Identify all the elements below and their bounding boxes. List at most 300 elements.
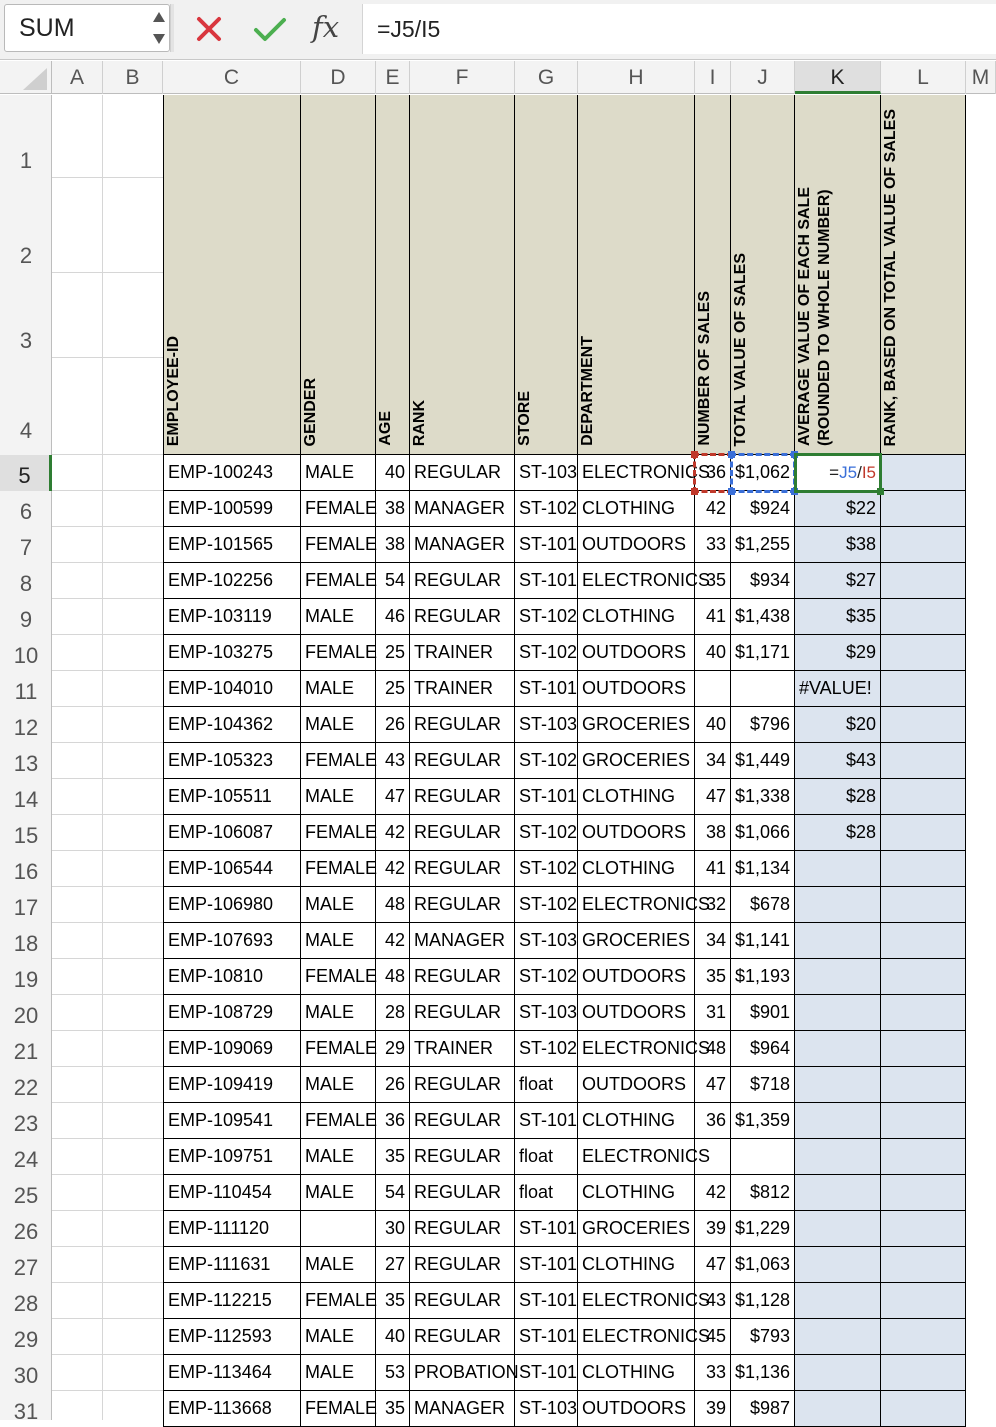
- cell-l6[interactable]: [881, 491, 966, 527]
- cell-g26[interactable]: ST-101: [515, 1211, 578, 1247]
- cell-l5[interactable]: [881, 455, 966, 491]
- enter-check-icon[interactable]: [252, 12, 288, 46]
- cell-i8[interactable]: 35: [695, 563, 731, 599]
- cell-d15[interactable]: FEMALE: [301, 815, 376, 851]
- cell-d14[interactable]: MALE: [301, 779, 376, 815]
- cell-h10[interactable]: OUTDOORS: [578, 635, 695, 671]
- row-header-6[interactable]: 6: [19, 499, 33, 524]
- select-all-corner[interactable]: [0, 61, 52, 94]
- cell-c9[interactable]: EMP-103119: [163, 599, 301, 635]
- cell-e10[interactable]: 25: [376, 635, 410, 671]
- header-cell-department[interactable]: [578, 95, 695, 455]
- cell-k18[interactable]: [795, 923, 881, 959]
- cell-i22[interactable]: 47: [695, 1067, 731, 1103]
- cell-i23[interactable]: 36: [695, 1103, 731, 1139]
- cell-l29[interactable]: [881, 1319, 966, 1355]
- cell-g17[interactable]: ST-102: [515, 887, 578, 923]
- header-cell-employee-id[interactable]: [163, 95, 301, 455]
- header-cell-num-sales[interactable]: [695, 95, 731, 455]
- cell-h30[interactable]: CLOTHING: [578, 1355, 695, 1391]
- column-header-d[interactable]: D: [301, 61, 376, 94]
- cell-k28[interactable]: [795, 1283, 881, 1319]
- cell-k9[interactable]: $35: [795, 599, 881, 635]
- cell-j13[interactable]: $1,449: [731, 743, 795, 779]
- cell-e14[interactable]: 47: [376, 779, 410, 815]
- column-header-i[interactable]: I: [695, 61, 731, 94]
- cell-h5[interactable]: ELECTRONICS: [578, 455, 695, 491]
- cell-k7[interactable]: $38: [795, 527, 881, 563]
- cell-d17[interactable]: MALE: [301, 887, 376, 923]
- row-header-12[interactable]: 12: [13, 715, 39, 740]
- cell-k19[interactable]: [795, 959, 881, 995]
- row-header-21[interactable]: 21: [13, 1039, 39, 1064]
- cell-l11[interactable]: [881, 671, 966, 707]
- cell-k10[interactable]: $29: [795, 635, 881, 671]
- cell-g30[interactable]: ST-101: [515, 1355, 578, 1391]
- cell-j17[interactable]: $678: [731, 887, 795, 923]
- cell-c31[interactable]: EMP-113668: [163, 1391, 301, 1427]
- cell-g21[interactable]: ST-102: [515, 1031, 578, 1067]
- row-header-2[interactable]: 2: [19, 243, 33, 268]
- cell-f31[interactable]: MANAGER: [410, 1391, 515, 1427]
- cell-d29[interactable]: MALE: [301, 1319, 376, 1355]
- cell-j23[interactable]: $1,359: [731, 1103, 795, 1139]
- row-header-15[interactable]: 15: [13, 823, 39, 848]
- cell-j6[interactable]: $924: [731, 491, 795, 527]
- cell-d23[interactable]: FEMALE: [301, 1103, 376, 1139]
- cell-g16[interactable]: ST-102: [515, 851, 578, 887]
- cell-h23[interactable]: CLOTHING: [578, 1103, 695, 1139]
- cell-i28[interactable]: 43: [695, 1283, 731, 1319]
- cell-f22[interactable]: REGULAR: [410, 1067, 515, 1103]
- header-cell-rank[interactable]: [410, 95, 515, 455]
- cell-k25[interactable]: [795, 1175, 881, 1211]
- cell-j27[interactable]: $1,063: [731, 1247, 795, 1283]
- cell-e19[interactable]: 48: [376, 959, 410, 995]
- cell-d10[interactable]: FEMALE: [301, 635, 376, 671]
- cell-k13[interactable]: $43: [795, 743, 881, 779]
- row-header-4[interactable]: 4: [19, 418, 33, 443]
- cell-k26[interactable]: [795, 1211, 881, 1247]
- row-header-7[interactable]: 7: [19, 535, 33, 560]
- cell-c27[interactable]: EMP-111631: [163, 1247, 301, 1283]
- row-header-24[interactable]: 24: [13, 1147, 39, 1172]
- cell-i7[interactable]: 33: [695, 527, 731, 563]
- cell-j30[interactable]: $1,136: [731, 1355, 795, 1391]
- cell-h21[interactable]: ELECTRONICS: [578, 1031, 695, 1067]
- cell-l31[interactable]: [881, 1391, 966, 1427]
- cell-f5[interactable]: REGULAR: [410, 455, 515, 491]
- cell-k8[interactable]: $27: [795, 563, 881, 599]
- row-header-5[interactable]: 5: [0, 455, 52, 491]
- cell-d9[interactable]: MALE: [301, 599, 376, 635]
- cell-c6[interactable]: EMP-100599: [163, 491, 301, 527]
- column-header-a[interactable]: A: [52, 61, 103, 94]
- cell-k11[interactable]: #VALUE!: [795, 671, 881, 707]
- row-header-27[interactable]: 27: [13, 1255, 39, 1280]
- cell-c20[interactable]: EMP-108729: [163, 995, 301, 1031]
- column-header-k[interactable]: K: [795, 61, 881, 94]
- cell-d31[interactable]: FEMALE: [301, 1391, 376, 1427]
- cell-h15[interactable]: OUTDOORS: [578, 815, 695, 851]
- cell-j11[interactable]: [731, 671, 795, 707]
- cell-i5[interactable]: 36: [695, 455, 731, 491]
- cell-f29[interactable]: REGULAR: [410, 1319, 515, 1355]
- row-header-30[interactable]: 30: [13, 1363, 39, 1388]
- cancel-icon[interactable]: [193, 12, 225, 46]
- cell-d16[interactable]: FEMALE: [301, 851, 376, 887]
- cell-h27[interactable]: CLOTHING: [578, 1247, 695, 1283]
- row-header-25[interactable]: 25: [13, 1183, 39, 1208]
- cell-c17[interactable]: EMP-106980: [163, 887, 301, 923]
- cell-j5[interactable]: $1,062: [731, 455, 795, 491]
- cell-g7[interactable]: ST-101: [515, 527, 578, 563]
- cell-f20[interactable]: REGULAR: [410, 995, 515, 1031]
- cell-e30[interactable]: 53: [376, 1355, 410, 1391]
- cell-c11[interactable]: EMP-104010: [163, 671, 301, 707]
- cell-l23[interactable]: [881, 1103, 966, 1139]
- cell-f24[interactable]: REGULAR: [410, 1139, 515, 1175]
- cell-d27[interactable]: MALE: [301, 1247, 376, 1283]
- cell-f7[interactable]: MANAGER: [410, 527, 515, 563]
- cell-e22[interactable]: 26: [376, 1067, 410, 1103]
- cell-j9[interactable]: $1,438: [731, 599, 795, 635]
- cell-h14[interactable]: CLOTHING: [578, 779, 695, 815]
- cell-i14[interactable]: 47: [695, 779, 731, 815]
- row-header-11[interactable]: 11: [14, 679, 38, 704]
- cell-i17[interactable]: 32: [695, 887, 731, 923]
- cell-j8[interactable]: $934: [731, 563, 795, 599]
- cell-f18[interactable]: MANAGER: [410, 923, 515, 959]
- cell-f21[interactable]: TRAINER: [410, 1031, 515, 1067]
- cell-j18[interactable]: $1,141: [731, 923, 795, 959]
- cell-g14[interactable]: ST-101: [515, 779, 578, 815]
- cell-g31[interactable]: ST-103: [515, 1391, 578, 1427]
- cell-e18[interactable]: 42: [376, 923, 410, 959]
- insert-function-button[interactable]: fx: [312, 10, 340, 44]
- cell-e7[interactable]: 38: [376, 527, 410, 563]
- cell-l16[interactable]: [881, 851, 966, 887]
- row-header-8[interactable]: 8: [19, 571, 33, 596]
- row-header-17[interactable]: 17: [13, 895, 39, 920]
- cell-f12[interactable]: REGULAR: [410, 707, 515, 743]
- column-header-e[interactable]: E: [376, 61, 410, 94]
- cell-i24[interactable]: [695, 1139, 731, 1175]
- row-header-9[interactable]: 9: [19, 607, 33, 632]
- cell-h19[interactable]: OUTDOORS: [578, 959, 695, 995]
- cell-k16[interactable]: [795, 851, 881, 887]
- cell-l30[interactable]: [881, 1355, 966, 1391]
- cell-e27[interactable]: 27: [376, 1247, 410, 1283]
- cell-h25[interactable]: CLOTHING: [578, 1175, 695, 1211]
- cell-g10[interactable]: ST-102: [515, 635, 578, 671]
- cell-l13[interactable]: [881, 743, 966, 779]
- cell-c19[interactable]: EMP-10810: [163, 959, 301, 995]
- cell-i25[interactable]: 42: [695, 1175, 731, 1211]
- cell-g19[interactable]: ST-102: [515, 959, 578, 995]
- cell-f9[interactable]: REGULAR: [410, 599, 515, 635]
- cell-d13[interactable]: FEMALE: [301, 743, 376, 779]
- cell-g23[interactable]: ST-101: [515, 1103, 578, 1139]
- cell-e26[interactable]: 30: [376, 1211, 410, 1247]
- cell-h28[interactable]: ELECTRONICS: [578, 1283, 695, 1319]
- cell-k5[interactable]: [795, 455, 881, 491]
- cell-f15[interactable]: REGULAR: [410, 815, 515, 851]
- cell-e13[interactable]: 43: [376, 743, 410, 779]
- cell-k21[interactable]: [795, 1031, 881, 1067]
- cell-i21[interactable]: 48: [695, 1031, 731, 1067]
- cell-h29[interactable]: ELECTRONICS: [578, 1319, 695, 1355]
- cell-g6[interactable]: ST-102: [515, 491, 578, 527]
- cell-l9[interactable]: [881, 599, 966, 635]
- cell-h7[interactable]: OUTDOORS: [578, 527, 695, 563]
- cell-i31[interactable]: 39: [695, 1391, 731, 1427]
- cell-k15[interactable]: $28: [795, 815, 881, 851]
- header-cell-total-value[interactable]: [731, 95, 795, 455]
- column-header-h[interactable]: H: [578, 61, 695, 94]
- cell-f28[interactable]: REGULAR: [410, 1283, 515, 1319]
- cell-d12[interactable]: MALE: [301, 707, 376, 743]
- cell-d19[interactable]: FEMALE: [301, 959, 376, 995]
- cell-l21[interactable]: [881, 1031, 966, 1067]
- cell-d18[interactable]: MALE: [301, 923, 376, 959]
- cell-d22[interactable]: MALE: [301, 1067, 376, 1103]
- cell-j12[interactable]: $796: [731, 707, 795, 743]
- cell-f16[interactable]: REGULAR: [410, 851, 515, 887]
- cell-f13[interactable]: REGULAR: [410, 743, 515, 779]
- column-header-l[interactable]: L: [881, 61, 966, 94]
- row-header-3[interactable]: 3: [19, 328, 33, 353]
- cell-h11[interactable]: OUTDOORS: [578, 671, 695, 707]
- cell-c16[interactable]: EMP-106544: [163, 851, 301, 887]
- cell-k12[interactable]: $20: [795, 707, 881, 743]
- cell-h9[interactable]: CLOTHING: [578, 599, 695, 635]
- cell-j24[interactable]: [731, 1139, 795, 1175]
- header-cell-gender[interactable]: [301, 95, 376, 455]
- cell-k27[interactable]: [795, 1247, 881, 1283]
- cell-j28[interactable]: $1,128: [731, 1283, 795, 1319]
- row-header-29[interactable]: 29: [13, 1327, 39, 1352]
- cell-f6[interactable]: MANAGER: [410, 491, 515, 527]
- row-header-18[interactable]: 18: [13, 931, 39, 956]
- cell-f17[interactable]: REGULAR: [410, 887, 515, 923]
- cell-h13[interactable]: GROCERIES: [578, 743, 695, 779]
- row-header-23[interactable]: 23: [13, 1111, 39, 1136]
- cell-d30[interactable]: MALE: [301, 1355, 376, 1391]
- cell-c24[interactable]: EMP-109751: [163, 1139, 301, 1175]
- cell-l25[interactable]: [881, 1175, 966, 1211]
- cell-h18[interactable]: GROCERIES: [578, 923, 695, 959]
- cell-k17[interactable]: [795, 887, 881, 923]
- cell-k24[interactable]: [795, 1139, 881, 1175]
- cell-l27[interactable]: [881, 1247, 966, 1283]
- cell-h12[interactable]: GROCERIES: [578, 707, 695, 743]
- cell-j7[interactable]: $1,255: [731, 527, 795, 563]
- cell-g22[interactable]: float: [515, 1067, 578, 1103]
- header-cell-age[interactable]: [376, 95, 410, 455]
- header-cell-avg-value[interactable]: [795, 95, 881, 455]
- cell-k14[interactable]: $28: [795, 779, 881, 815]
- cell-j29[interactable]: $793: [731, 1319, 795, 1355]
- cell-j31[interactable]: $987: [731, 1391, 795, 1427]
- cell-l7[interactable]: [881, 527, 966, 563]
- cell-g11[interactable]: ST-101: [515, 671, 578, 707]
- cell-k30[interactable]: [795, 1355, 881, 1391]
- column-header-m[interactable]: M: [966, 61, 996, 94]
- column-header-c[interactable]: C: [163, 61, 301, 94]
- cell-e23[interactable]: 36: [376, 1103, 410, 1139]
- cell-d5[interactable]: MALE: [301, 455, 376, 491]
- cell-d24[interactable]: MALE: [301, 1139, 376, 1175]
- header-cell-store[interactable]: [515, 95, 578, 455]
- cell-g18[interactable]: ST-103: [515, 923, 578, 959]
- cell-e12[interactable]: 26: [376, 707, 410, 743]
- cell-k22[interactable]: [795, 1067, 881, 1103]
- cell-l14[interactable]: [881, 779, 966, 815]
- cell-d26[interactable]: [301, 1211, 376, 1247]
- cell-i18[interactable]: 34: [695, 923, 731, 959]
- cell-f26[interactable]: REGULAR: [410, 1211, 515, 1247]
- cell-j20[interactable]: $901: [731, 995, 795, 1031]
- row-header-20[interactable]: 20: [13, 1003, 39, 1028]
- cell-c15[interactable]: EMP-106087: [163, 815, 301, 851]
- cell-l24[interactable]: [881, 1139, 966, 1175]
- row-header-14[interactable]: 14: [13, 787, 39, 812]
- formula-bar-divider[interactable]: [170, 4, 174, 52]
- cell-e29[interactable]: 40: [376, 1319, 410, 1355]
- cell-g20[interactable]: ST-103: [515, 995, 578, 1031]
- cell-i9[interactable]: 41: [695, 599, 731, 635]
- cell-c30[interactable]: EMP-113464: [163, 1355, 301, 1391]
- cell-e28[interactable]: 35: [376, 1283, 410, 1319]
- cell-e20[interactable]: 28: [376, 995, 410, 1031]
- cell-d25[interactable]: MALE: [301, 1175, 376, 1211]
- cell-g25[interactable]: float: [515, 1175, 578, 1211]
- cell-h26[interactable]: GROCERIES: [578, 1211, 695, 1247]
- cell-c28[interactable]: EMP-112215: [163, 1283, 301, 1319]
- cell-l12[interactable]: [881, 707, 966, 743]
- cell-i11[interactable]: [695, 671, 731, 707]
- cell-l20[interactable]: [881, 995, 966, 1031]
- cell-l15[interactable]: [881, 815, 966, 851]
- cell-e31[interactable]: 35: [376, 1391, 410, 1427]
- cell-k6[interactable]: $22: [795, 491, 881, 527]
- cell-j15[interactable]: $1,066: [731, 815, 795, 851]
- row-header-31[interactable]: 31: [13, 1399, 39, 1424]
- cell-k20[interactable]: [795, 995, 881, 1031]
- column-header-f[interactable]: F: [410, 61, 515, 94]
- cell-i16[interactable]: 41: [695, 851, 731, 887]
- cell-c8[interactable]: EMP-102256: [163, 563, 301, 599]
- cell-e24[interactable]: 35: [376, 1139, 410, 1175]
- cell-j10[interactable]: $1,171: [731, 635, 795, 671]
- cell-j26[interactable]: $1,229: [731, 1211, 795, 1247]
- row-header-1[interactable]: 1: [19, 148, 33, 173]
- cell-l28[interactable]: [881, 1283, 966, 1319]
- cell-i29[interactable]: 45: [695, 1319, 731, 1355]
- cell-i15[interactable]: 38: [695, 815, 731, 851]
- cell-g27[interactable]: ST-101: [515, 1247, 578, 1283]
- cell-g13[interactable]: ST-102: [515, 743, 578, 779]
- row-header-19[interactable]: 19: [13, 967, 39, 992]
- cell-h17[interactable]: ELECTRONICS: [578, 887, 695, 923]
- cell-e21[interactable]: 29: [376, 1031, 410, 1067]
- cell-i19[interactable]: 35: [695, 959, 731, 995]
- cell-h16[interactable]: CLOTHING: [578, 851, 695, 887]
- cell-d21[interactable]: FEMALE: [301, 1031, 376, 1067]
- cell-j14[interactable]: $1,338: [731, 779, 795, 815]
- cell-f27[interactable]: REGULAR: [410, 1247, 515, 1283]
- cell-e6[interactable]: 38: [376, 491, 410, 527]
- cell-f8[interactable]: REGULAR: [410, 563, 515, 599]
- cell-i20[interactable]: 31: [695, 995, 731, 1031]
- column-header-j[interactable]: J: [731, 61, 795, 94]
- cell-l17[interactable]: [881, 887, 966, 923]
- cell-d11[interactable]: MALE: [301, 671, 376, 707]
- cell-g28[interactable]: ST-101: [515, 1283, 578, 1319]
- cell-e11[interactable]: 25: [376, 671, 410, 707]
- cell-g8[interactable]: ST-101: [515, 563, 578, 599]
- cell-d6[interactable]: FEMALE: [301, 491, 376, 527]
- cell-d20[interactable]: MALE: [301, 995, 376, 1031]
- cell-j19[interactable]: $1,193: [731, 959, 795, 995]
- cell-l8[interactable]: [881, 563, 966, 599]
- cell-j21[interactable]: $964: [731, 1031, 795, 1067]
- cell-h20[interactable]: OUTDOORS: [578, 995, 695, 1031]
- cell-i6[interactable]: 42: [695, 491, 731, 527]
- row-header-16[interactable]: 16: [13, 859, 39, 884]
- cell-h22[interactable]: OUTDOORS: [578, 1067, 695, 1103]
- cell-f25[interactable]: REGULAR: [410, 1175, 515, 1211]
- cell-c23[interactable]: EMP-109541: [163, 1103, 301, 1139]
- cell-e5[interactable]: 40: [376, 455, 410, 491]
- cell-c12[interactable]: EMP-104362: [163, 707, 301, 743]
- header-cell-rank-total[interactable]: [881, 95, 966, 455]
- row-header-28[interactable]: 28: [13, 1291, 39, 1316]
- cell-g29[interactable]: ST-101: [515, 1319, 578, 1355]
- cell-f19[interactable]: REGULAR: [410, 959, 515, 995]
- row-header-22[interactable]: 22: [13, 1075, 39, 1100]
- column-header-g[interactable]: G: [515, 61, 578, 94]
- cell-e17[interactable]: 48: [376, 887, 410, 923]
- cell-l26[interactable]: [881, 1211, 966, 1247]
- cell-i30[interactable]: 33: [695, 1355, 731, 1391]
- cell-d8[interactable]: FEMALE: [301, 563, 376, 599]
- name-box-dropdown-icon[interactable]: [152, 10, 166, 48]
- row-header-10[interactable]: 10: [13, 643, 39, 668]
- cell-c13[interactable]: EMP-105323: [163, 743, 301, 779]
- cell-k31[interactable]: [795, 1391, 881, 1427]
- cell-j16[interactable]: $1,134: [731, 851, 795, 887]
- cell-c21[interactable]: EMP-109069: [163, 1031, 301, 1067]
- cell-l10[interactable]: [881, 635, 966, 671]
- cell-k29[interactable]: [795, 1319, 881, 1355]
- cell-l22[interactable]: [881, 1067, 966, 1103]
- cell-g15[interactable]: ST-102: [515, 815, 578, 851]
- cell-c5[interactable]: EMP-100243: [163, 455, 301, 491]
- cell-f30[interactable]: PROBATION: [410, 1355, 515, 1391]
- cell-l19[interactable]: [881, 959, 966, 995]
- cell-l18[interactable]: [881, 923, 966, 959]
- cell-i13[interactable]: 34: [695, 743, 731, 779]
- cell-f23[interactable]: REGULAR: [410, 1103, 515, 1139]
- cell-i12[interactable]: 40: [695, 707, 731, 743]
- cell-e9[interactable]: 46: [376, 599, 410, 635]
- cell-c29[interactable]: EMP-112593: [163, 1319, 301, 1355]
- cell-i10[interactable]: 40: [695, 635, 731, 671]
- cell-h6[interactable]: CLOTHING: [578, 491, 695, 527]
- cell-c22[interactable]: EMP-109419: [163, 1067, 301, 1103]
